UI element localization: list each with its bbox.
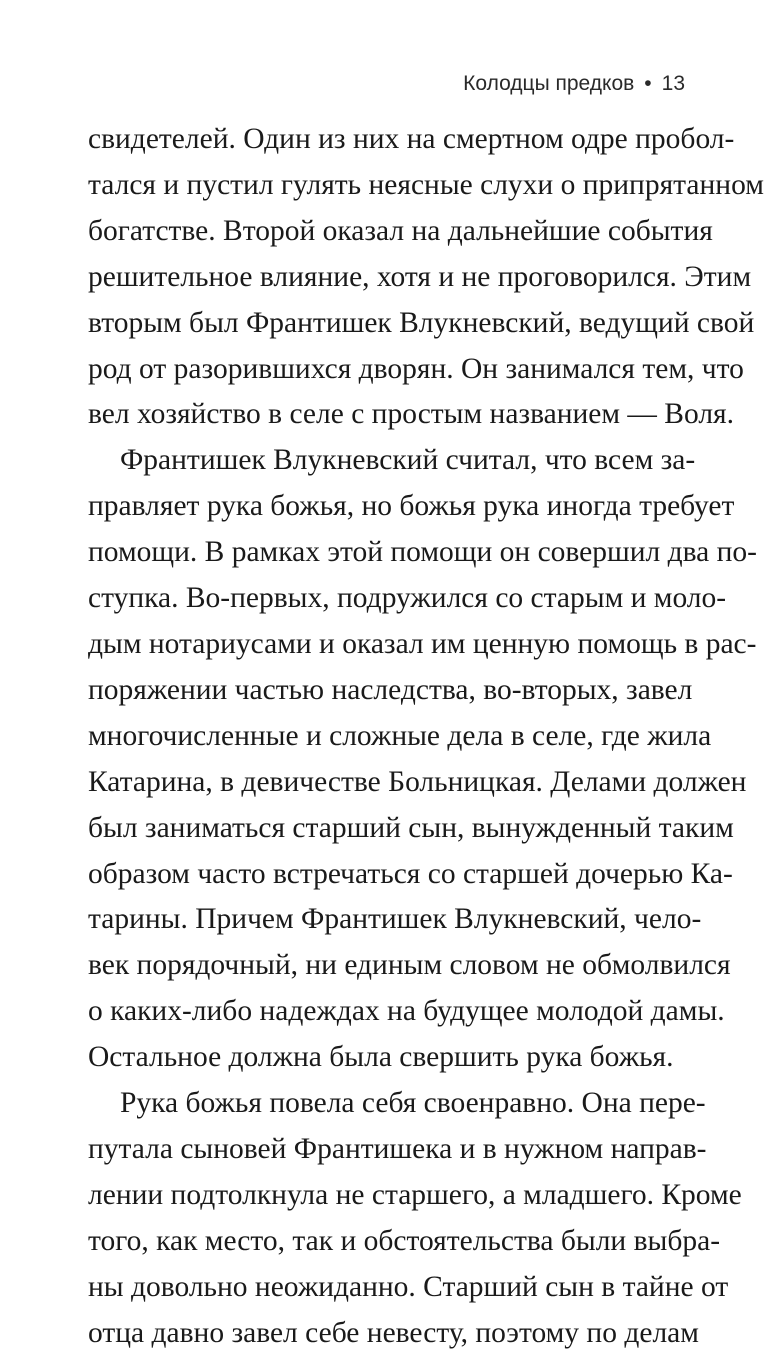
text-line: отца давно завел себе невесту, поэтому по делам (88, 1316, 699, 1349)
text-line: Франтишек Влукневский считал, что всем за- (120, 444, 696, 477)
text-line: лении подтолкнула не старшего, а младшего. Кроме (88, 1178, 742, 1211)
text-line: тался и пустил гулять неясные слухи о припрятанном (88, 168, 764, 201)
paragraph (88, 1081, 742, 1356)
text-line: помощи. В рамках этой помощи он совершил два по- (88, 536, 757, 569)
running-title: Колодцы предков (463, 72, 635, 95)
text-line: богатстве. Второй оказал на дальнейшие события (88, 214, 713, 247)
paragraph (88, 117, 764, 438)
running-header (463, 72, 685, 96)
page-number: 13 (661, 72, 685, 95)
text-line: Рука божья повела себя своенравно. Она пере- (120, 1087, 706, 1120)
paragraph (88, 438, 757, 1081)
text-line: ны довольно неожиданно. Старший сын в тайне от (88, 1270, 729, 1303)
text-line: свидетелей. Один из них на смертном одре пробол- (88, 123, 735, 155)
text-line: был заниматься старший сын, вынужденный таким (88, 811, 734, 844)
text-line: многочисленные и сложные дела в селе, где жила (88, 719, 712, 752)
text-line: о каких-либо надеждах на будущее молодой дамы. (88, 995, 725, 1028)
text-line: вел хозяйство в селе с простым названием — Воля. (88, 398, 735, 431)
text-line: вторым был Франтишек Влукневский, ведущий свой (88, 306, 755, 339)
text-line: род от разорившихся дворян. Он занимался тем, что (88, 352, 744, 385)
text-line: образом часто встречаться со старшей дочерью Ка- (88, 857, 733, 890)
body-text (88, 117, 764, 1356)
text-line: ступка. Во-первых, подружился со старым и моло- (88, 582, 727, 615)
text-line: Остальное должна была свершить рука божья. (88, 1041, 674, 1074)
text-line: тарины. Причем Франтишек Влукневский, чело- (88, 903, 702, 936)
text-line: век порядочный, ни единым словом не обмолвился (88, 949, 731, 982)
text-line: Катарина, в девичестве Больницкая. Делами должен (88, 765, 747, 798)
text-line: путала сыновей Франтишека и в нужном направ- (88, 1132, 707, 1165)
text-line: решительное влияние, хотя и не проговорился. Этим (88, 260, 752, 293)
text-line: дым нотариусами и оказал им ценную помощь в рас- (88, 627, 757, 660)
text-line: поряжении частью наследства, во-вторых, завел (88, 673, 693, 706)
text-line: правляет рука божья, но божья рука иногда требует (88, 490, 735, 523)
header-separator: • (644, 72, 652, 95)
text-line: того, как место, так и обстоятельства были выбра- (88, 1224, 721, 1257)
